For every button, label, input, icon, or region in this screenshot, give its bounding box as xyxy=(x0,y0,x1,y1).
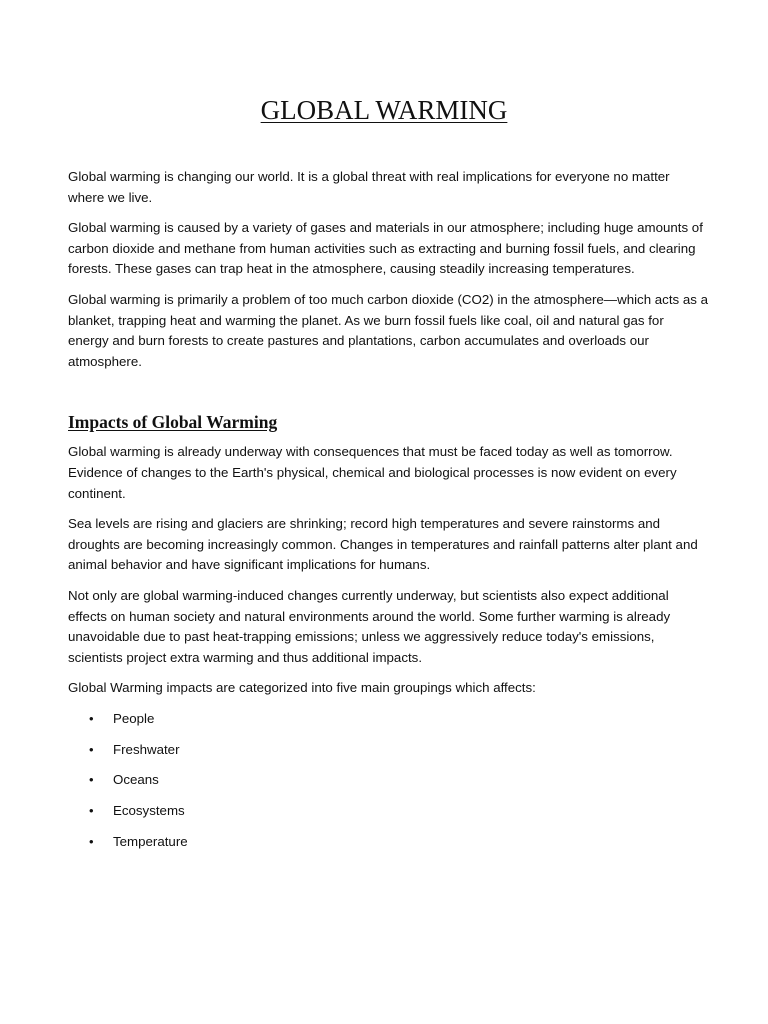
impact-groupings-list xyxy=(68,709,708,852)
bullet-icon: • xyxy=(89,710,94,726)
document-title: GLOBAL WARMING xyxy=(260,95,508,125)
list-item-label: People xyxy=(113,710,155,726)
list-item-label: Oceans xyxy=(113,772,159,788)
list-item-oceans xyxy=(68,770,708,790)
list-item-ecosystems xyxy=(68,801,708,821)
list-item-people xyxy=(68,709,708,729)
bullet-icon: • xyxy=(89,803,94,819)
impacts-paragraph-2: Sea levels are rising and glaciers are shrinking; record high temperatures and severe rainstorms and droughts are becoming increasingly common. Changes in temperatures and rainfall patterns alter plant and animal behavior and have significant implications for humans. xyxy=(68,516,698,573)
document-body xyxy=(68,167,708,863)
list-item-label: Freshwater xyxy=(113,741,180,757)
bullet-icon: • xyxy=(89,834,94,850)
impacts-paragraph-4: Global Warming impacts are categorized into five main groupings which affects: xyxy=(68,680,536,696)
intro-paragraph-1: Global warming is changing our world. It is a global threat with real implications for everyone no matter where we live. xyxy=(68,169,670,205)
list-item-label: Ecosystems xyxy=(113,803,185,819)
list-item-temperature xyxy=(68,832,708,852)
intro-paragraph-3: Global warming is primarily a problem of too much carbon dioxide (CO2) in the atmosphere—which acts as a blanket, trapping heat and warming the planet. As we burn fossil fuels like coal, oil and natural gas for energy and burn forests to create pastures and plantations, carbon accumulates and overloads our atmosphere. xyxy=(68,291,709,369)
impacts-paragraph-3: Not only are global warming-induced changes currently underway, but scientists also expect additional effects on human society and natural environments around the world. Some further warming is already unavoidable due to past heat-trapping emissions; unless we aggressively reduce today's emissions, scientists project extra warming and thus additional impacts. xyxy=(68,587,671,665)
intro-paragraph-2: Global warming is caused by a variety of gases and materials in our atmosphere; including huge amounts of carbon dioxide and methane from human activities such as extracting and burning fossil fuels, and clearing forests. These gases can trap heat in the atmosphere, causing steadily increasing temperatures. xyxy=(68,220,703,277)
bullet-icon: • xyxy=(89,772,94,788)
bullet-icon: • xyxy=(89,741,94,757)
list-item-label: Temperature xyxy=(113,834,188,850)
list-item-freshwater xyxy=(68,740,708,760)
section-heading-impacts: Impacts of Global Warming xyxy=(68,412,278,433)
impacts-paragraph-1: Global warming is already underway with consequences that must be faced today as well as tomorrow. Evidence of changes to the Earth's physical, chemical and biological processes is now evident on every continent. xyxy=(68,444,677,501)
